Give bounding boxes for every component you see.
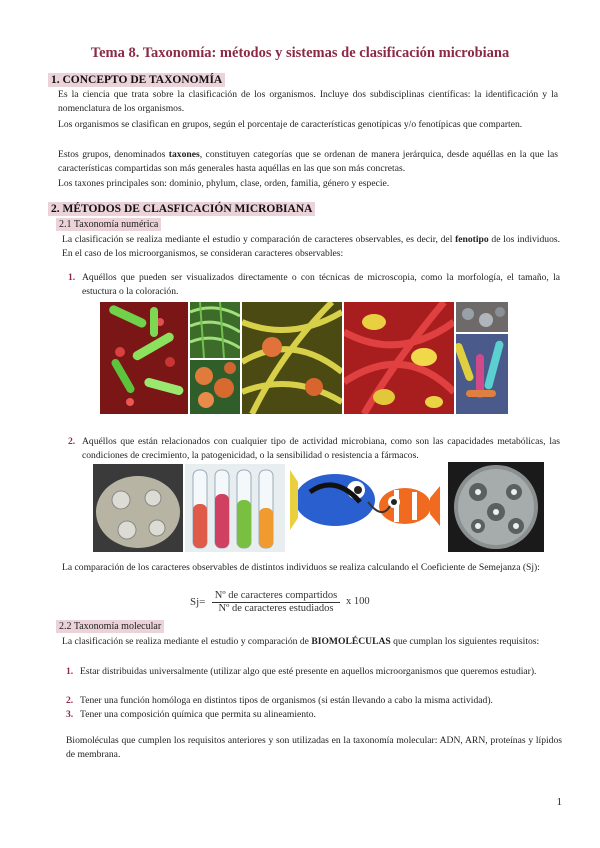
section-1-paragraph-2: Los organismos se clasifican en grupos, según el porcentaje de características genotípicas y/o fenotípicas que comparten. xyxy=(58,119,523,130)
yellow-hyphae-image xyxy=(242,302,342,414)
subsection-2-1-heading: 2.1 Taxonomía numérica xyxy=(56,218,161,231)
item-1-text: Aquéllos que pueden ser visualizados directamente o con técnicas de microscopia, como la morfología, el tamaño, la estuctura o la coloración. xyxy=(82,272,560,297)
formula-multiplier: x 100 xyxy=(346,596,370,607)
red-yellow-bacteria-image xyxy=(344,302,454,414)
formula-fraction xyxy=(212,590,340,615)
cartoon-fish-image xyxy=(290,462,440,540)
subsection-2-2-heading: 2.2 Taxonomía molecular xyxy=(56,620,164,633)
formula-lhs: Sj= xyxy=(190,596,206,608)
requirement-2-number: 2. xyxy=(66,695,74,706)
section-1-paragraph-4: Los taxones principales son: dominio, phylum, clase, orden, familia, género y especie. xyxy=(58,178,390,189)
section-1-paragraph-3: Estos grupos, denominados taxones, constituyen categorías que se ordenan de manera jerárquica, desde aquéllas en la que las características compartidas son más generales hasta aquéllas en las que son más concretas. xyxy=(58,149,558,174)
requirement-1-text: Estar distribuidas universalmente (utilizar algo que esté presente en aquellos microorganismos que queremos estudiar). xyxy=(80,666,537,677)
similarity-coefficient-formula xyxy=(190,590,390,616)
requirement-1-number: 1. xyxy=(66,666,74,677)
section-1-paragraph-1: Es la ciencia que trata sobre la clasificación de los organismos. Incluye dos subdisciplinas científicas: la identificación y la nomenclatura de los organismos. xyxy=(58,89,558,114)
test-tubes-image xyxy=(185,464,285,552)
fenotipo-term: fenotipo xyxy=(455,234,489,245)
subsection-2-1-intro: La clasificación se realiza mediante el estudio y comparación de caracteres observables, es decir, del fenotipo de los individuos. En el caso de los microorganismos, se consideran caracteres observables: xyxy=(62,234,560,259)
green-filaments-image xyxy=(190,302,240,358)
item-2-number: 2. xyxy=(68,436,76,447)
formula-denominator: Nº de caracteres estudiados xyxy=(218,603,334,614)
section-2-heading: 2. MÉTODOS DE CLASFICACIÓN MICROBIANA xyxy=(48,202,315,216)
formula-numerator: Nº de caracteres compartidos xyxy=(212,590,340,603)
orange-cocci-image xyxy=(190,360,240,414)
item-1-number: 1. xyxy=(68,272,76,283)
taxones-term: taxones xyxy=(168,149,200,160)
colorful-rods-image xyxy=(456,334,508,414)
item-2-text: Aquéllos que están relacionados con cualquier tipo de actividad microbiana, como son las capacidades metabólicas, las condiciones de crecimiento, la patogenicidad, o la sensibilidad o resistencia a fármacos. xyxy=(82,436,560,461)
antibiogram-plate-image xyxy=(448,462,544,552)
requirement-3-text: Tener una composición química que permita su alineamiento. xyxy=(80,709,316,720)
biomoleculas-term: BIOMOLÉCULAS xyxy=(311,636,391,647)
bacteria-cluster-image xyxy=(456,302,508,332)
requirement-3-number: 3. xyxy=(66,709,74,720)
page-title: Tema 8. Taxonomía: métodos y sistemas de clasificación microbiana xyxy=(90,45,510,61)
petri-dish-discs-image xyxy=(93,464,183,552)
closing-paragraph: Biomoléculas que cumplen los requisitos anteriores y son utilizadas en la taxonomía molecular: ADN, ARN, proteínas y lípidos de membrana. xyxy=(66,735,562,760)
requirement-2-text: Tener una función homóloga en distintos tipos de organismos (si están llevando a cabo la misma actividad). xyxy=(80,695,493,706)
subsection-2-2-intro: La clasificación se realiza mediante el estudio y comparación de BIOMOLÉCULAS que cumplan los siguientes requisitos: xyxy=(62,636,540,647)
section-1-heading: 1. CONCEPTO DE TAXONOMÍA xyxy=(48,73,225,87)
comparison-paragraph: La comparación de los caracteres observables de distintos individuos se realiza calculando el Coeficiente de Semejanza (Sj): xyxy=(62,562,540,573)
bacteria-rods-image xyxy=(100,302,188,414)
page-number: 1 xyxy=(556,796,562,808)
